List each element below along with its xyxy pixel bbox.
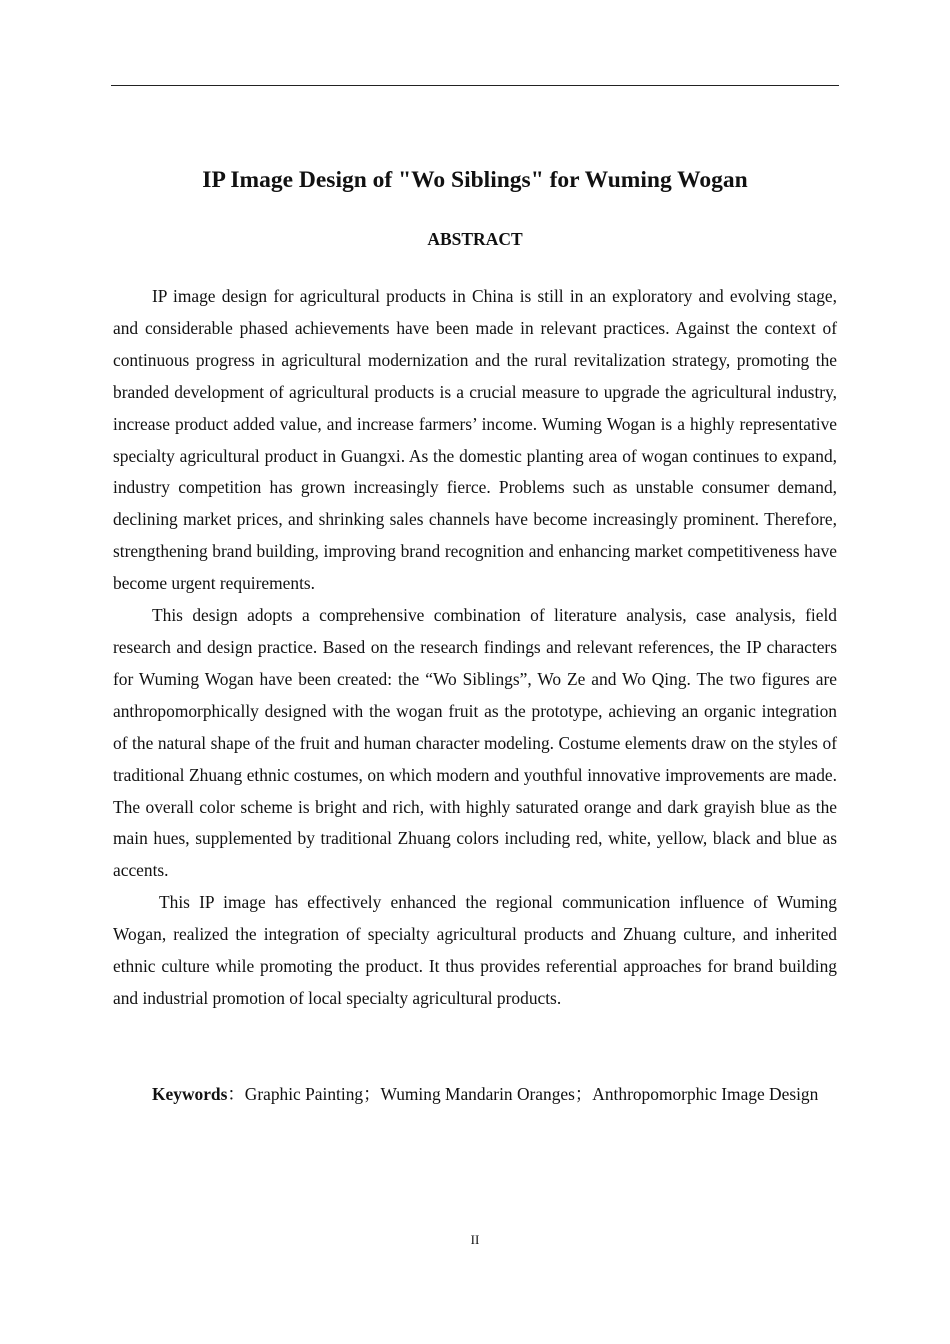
abstract-paragraph-1: IP image design for agricultural products in China is still in an exploratory and evolving stage, and considerable phased achievements have been made in relevant practices. Against the context of continuous progress in agricultural modernization and the rural revitalization strategy, promoting the branded development of agricultural products is a crucial measure to upgrade the agricultural industry, increase product added value, and increase farmers’ income. Wuming Wogan is a highly representative specialty agricultural product in Guangxi. As the domestic planting area of wogan continues to expand, industry competition has grown increasingly fierce. Problems such as unstable consumer demand, declining market prices, and shrinking sales channels have become increasingly prominent. Therefore, strengthening brand building, improving brand recognition and enhancing market competitiveness have become urgent requirements.	[113, 286, 837, 594]
keywords-text: Graphic Painting；Wuming Mandarin Oranges；Anthropomorphic Image Design	[244, 1084, 819, 1104]
header-rule	[111, 85, 839, 86]
keywords-separator: ：	[227, 1084, 245, 1104]
abstract-body	[113, 281, 837, 1015]
keywords-line	[113, 1079, 837, 1111]
abstract-paragraph-3: This IP image has effectively enhanced the regional communication influence of Wuming Wogan, realized the integration of specialty agricultural products and Zhuang culture, and inherited ethnic culture while promoting the product. It thus provides referential approaches for brand building and industrial promotion of local specialty agricultural products.	[113, 892, 837, 1008]
keywords-label: Keywords	[152, 1084, 228, 1104]
paper-title: IP Image Design of "Wo Siblings" for Wuming Wogan	[202, 167, 748, 193]
abstract-heading: ABSTRACT	[427, 229, 523, 249]
page-number: II	[470, 1232, 480, 1247]
abstract-paragraph-2: This design adopts a comprehensive combination of literature analysis, case analysis, field research and design practice. Based on the research findings and relevant references, the IP characters for Wuming Wogan have been created: the “Wo Siblings”, Wo Ze and Wo Qing. The two figures are anthropomorphically designed with the wogan fruit as the prototype, achieving an organic integration of the natural shape of the fruit and human character modeling. Costume elements draw on the styles of traditional Zhuang ethnic costumes, on which modern and youthful innovative improvements are made. The overall color scheme is bright and rich, with highly saturated orange and dark grayish blue as the main hues, supplemented by traditional Zhuang colors including red, white, yellow, black and blue as accents.	[113, 605, 837, 881]
